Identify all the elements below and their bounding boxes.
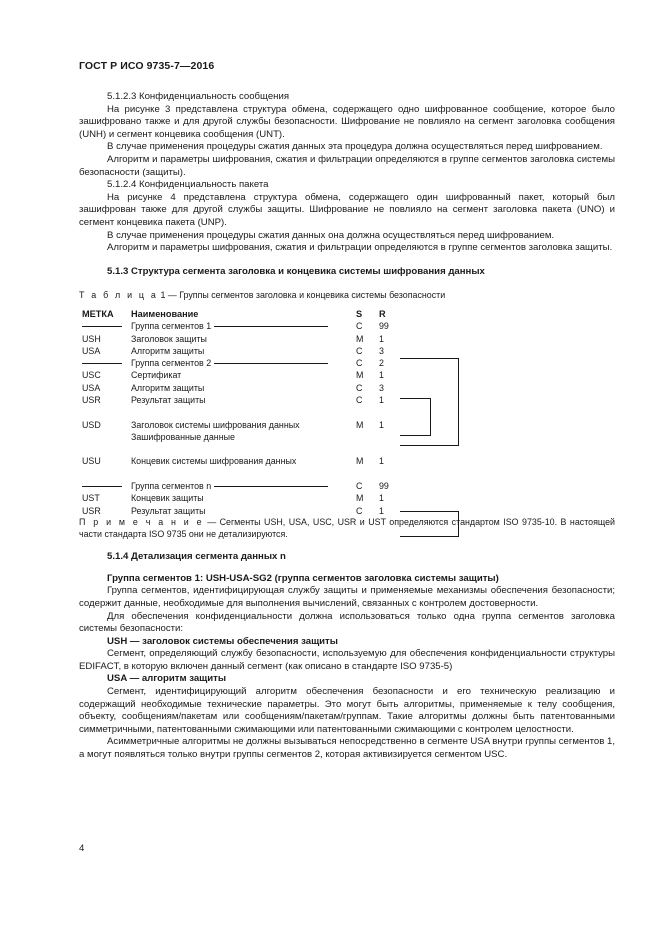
row-code: USA xyxy=(82,382,101,393)
table-row xyxy=(79,492,439,504)
table-note-prefix: П р и м е ч а н и е xyxy=(79,516,204,527)
page-number: 4 xyxy=(79,843,85,854)
paragraph: Сегмент, идентифицирующий алгоритм обеспечения безопасности и его техническую реализацию и содержащий необходимые технические параметры. Это могут быть алгоритмы, применяемые к телу сообщения, объекту, сообщениям/пакетам или сообщениям/пакетам/группам. Такие алгоритмы должны быть патентованными симметричными, патентованными сжимающими или патентованными сжимающими с контролем целостности. xyxy=(79,686,615,735)
section-heading-5-1-2-4: 5.1.2.4 Конфиденциальность пакета xyxy=(107,179,269,191)
paragraph: Для обеспечения конфиденциальности должна использоваться только одна группа сегментов заголовка системы безопасности: xyxy=(79,610,615,635)
row-s: С xyxy=(356,321,363,332)
section-heading-5-1-3: 5.1.3 Структура сегмента заголовка и концевика системы шифрования данных xyxy=(107,265,485,277)
row-name: Результат защиты xyxy=(131,505,206,516)
row-s: М xyxy=(356,370,364,381)
group-2-bracket xyxy=(400,398,431,436)
table-row xyxy=(79,369,439,381)
paragraph: На рисунке 3 представлена структура обмена, содержащего одно шифрованное сообщение, которое было зашифровано также и для другой службы безопасности. Шифрование не повлияло на сегмент заголовка сообщения (UNH) и сегмент концевика сообщения (UNT). xyxy=(79,103,615,140)
row-s: С xyxy=(356,345,363,356)
row-s: С xyxy=(356,505,363,516)
row-s: М xyxy=(356,493,364,504)
row-name: Группа сегментов 1 xyxy=(131,321,212,332)
table-row xyxy=(79,357,439,369)
row-s: С xyxy=(356,358,363,369)
paragraph: В случае применения процедуры сжатия данных она должна осуществляться перед шифрованием. xyxy=(107,229,555,241)
column-header-name: Наименование xyxy=(131,308,199,319)
row-code: UST xyxy=(82,493,100,504)
paragraph: В случае применения процедуры сжатия данных эта процедура должна осуществляться перед шифрованием. xyxy=(107,141,603,153)
table-row xyxy=(79,505,439,517)
table-caption-text: 1 — Группы сегментов заголовка и концевика системы безопасности xyxy=(160,290,446,301)
row-r: 1 xyxy=(379,456,384,467)
row-r: 2 xyxy=(379,358,384,369)
row-s: М xyxy=(356,333,364,344)
table-row xyxy=(79,345,439,357)
row-s: М xyxy=(356,456,364,467)
table-header-row xyxy=(79,308,439,320)
segment-groups-table xyxy=(79,308,439,517)
column-header-code: МЕТКА xyxy=(82,308,114,319)
group-line xyxy=(214,486,328,487)
group-line xyxy=(214,326,328,327)
row-code: USR xyxy=(82,394,101,405)
section-heading-5-1-2-3: 5.1.2.3 Конфиденциальность сообщения xyxy=(107,91,290,102)
row-name: Заголовок системы шифрования данных Зашифрованные данные xyxy=(131,419,300,442)
row-code: USD xyxy=(82,419,101,430)
row-s: С xyxy=(356,382,363,393)
row-name: Группа сегментов 2 xyxy=(131,358,212,369)
row-name: Алгоритм защиты xyxy=(131,345,205,356)
row-name: Результат защиты xyxy=(131,394,206,405)
usa-heading: USA — алгоритм защиты xyxy=(107,673,227,685)
paragraph: Сегмент, определяющий службу безопасности, используемую для обеспечения конфиденциальности структуры EDIFACT, в которую включен данный сегмент (как описано в стандарте ISO 9735-5) xyxy=(79,648,615,672)
row-name: Концевик системы шифрования данных xyxy=(131,456,297,467)
column-header-r: R xyxy=(379,308,386,319)
row-r: 1 xyxy=(379,394,384,405)
table-row xyxy=(79,455,439,467)
row-code: USC xyxy=(82,370,101,381)
column-header-s: S xyxy=(356,308,363,319)
row-code: USA xyxy=(82,345,101,356)
row-name: Заголовок защиты xyxy=(131,333,207,344)
paragraph: На рисунке 4 представлена структура обмена, содержащего один шифрованный пакет, который был зашифрован также для другой службы защиты. Шифрование не повлияло на сегмент заголовка пакета (UNO) и сегмент концевика пакета (UNP). xyxy=(79,191,615,228)
row-r: 1 xyxy=(379,493,384,504)
table-row xyxy=(79,333,439,345)
row-name: Алгоритм защиты xyxy=(131,382,205,393)
table-caption xyxy=(79,289,615,302)
row-r: 99 xyxy=(379,481,389,492)
table-row xyxy=(79,320,439,332)
table-note xyxy=(79,517,615,540)
row-code: USU xyxy=(82,456,101,467)
row-code: USH xyxy=(82,333,101,344)
row-r: 99 xyxy=(379,321,389,332)
table-row xyxy=(79,480,439,492)
ush-heading: USH — заголовок системы обеспечения защиты xyxy=(107,635,338,647)
row-r: 1 xyxy=(379,370,384,381)
paragraph: Асимметричные алгоритмы не должны вызываться непосредственно в сегменте USA внутри группы сегментов 1, а могут появляться только внутри группы сегментов 2, которая активизируется сегментом USC. xyxy=(79,736,615,761)
row-code: USR xyxy=(82,505,101,516)
row-r: 3 xyxy=(379,345,384,356)
row-r: 1 xyxy=(379,419,384,430)
row-s: С xyxy=(356,481,363,492)
table-row xyxy=(79,382,439,394)
row-s: С xyxy=(356,394,363,405)
row-r: 1 xyxy=(379,333,384,344)
group-line xyxy=(82,486,122,487)
row-s: М xyxy=(356,419,364,430)
row-name: Группа сегментов n xyxy=(131,481,212,492)
table-row xyxy=(79,394,439,406)
table-row xyxy=(79,419,439,444)
paragraph: Алгоритм и параметры шифрования, сжатия и фильтрации определяются в группе сегментов заголовка защиты. xyxy=(107,242,613,254)
paragraph: Алгоритм и параметры шифрования, сжатия и фильтрации определяются в группе сегментов заголовка системы безопасности (защиты). xyxy=(79,153,615,178)
group-line xyxy=(82,326,122,327)
group-heading: Группа сегментов 1: USH-USA-SG2 (группа сегментов заголовка системы защиты) xyxy=(107,572,499,584)
row-r: 1 xyxy=(379,505,384,516)
page-header-title: ГОСТ Р ИСО 9735-7—2016 xyxy=(79,60,215,72)
group-line xyxy=(214,363,328,364)
section-heading-5-1-4: 5.1.4 Детализация сегмента данных n xyxy=(107,551,286,563)
group-line xyxy=(82,363,122,364)
row-name: Сертификат xyxy=(131,370,182,381)
group-n-bracket xyxy=(400,511,459,537)
row-r: 3 xyxy=(379,382,384,393)
table-note-text: — Сегменты USH, USA, USC, USR и UST определяются стандартом ISO 9735-10. В настоящей части стандарта ISO 9735 они не детализируются. xyxy=(79,516,616,539)
table-caption-prefix: Т а б л и ц а xyxy=(79,290,158,301)
document-body xyxy=(79,91,615,762)
paragraph: Группа сегментов, идентифицирующая службу защиты и применяемые механизмы обеспечения безопасности; содержит данные, необходимые для выполнения вычислений, связанных с контролем достоверности. xyxy=(79,585,615,609)
row-name: Концевик защиты xyxy=(131,493,204,504)
